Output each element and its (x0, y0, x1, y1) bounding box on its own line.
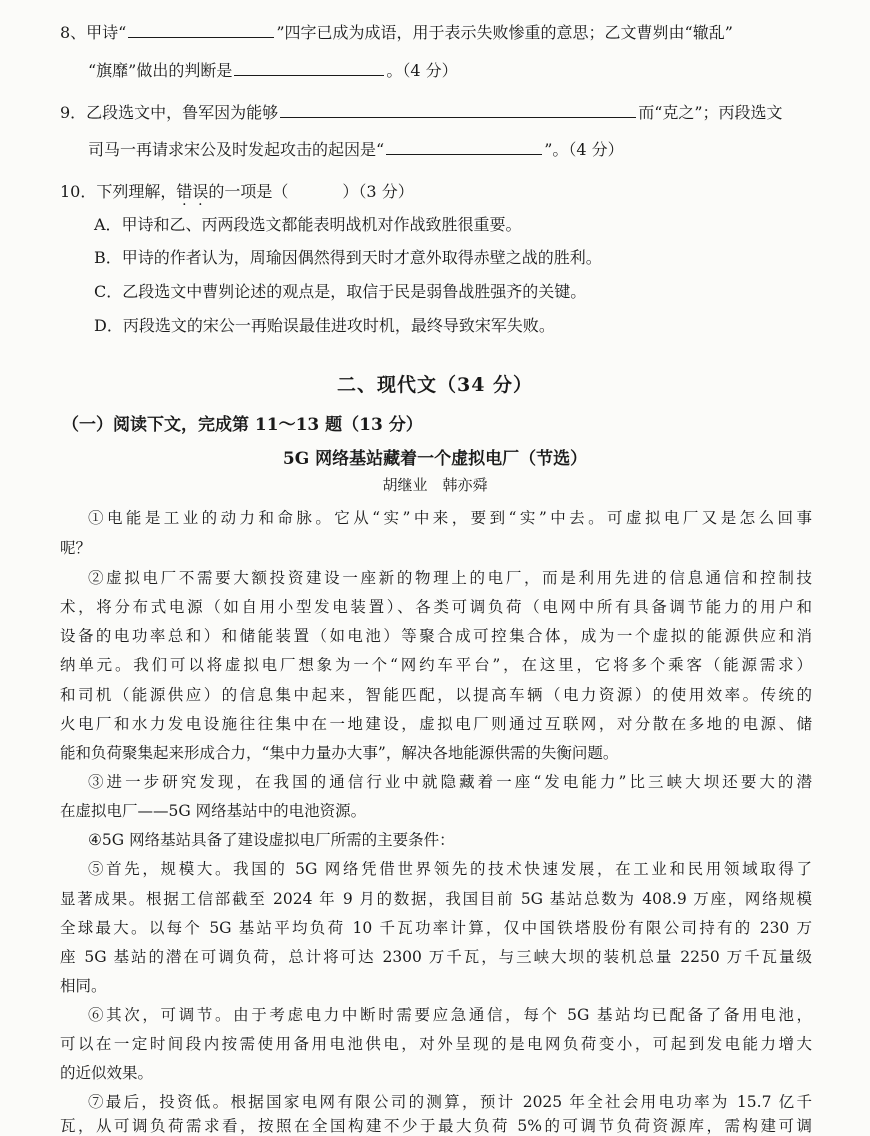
section-subtitle: （一）阅读下文，完成第 11～13 题（13 分） (62, 415, 423, 435)
body-line: ⑦最后，投资低。根据国家电网有限公司的测算，预计 2025 年全社会用电功率为 15.7 亿千 (88, 1093, 812, 1111)
article-authors: 胡继业 韩亦舜 (382, 476, 488, 494)
answer-blank-q8-b[interactable] (234, 60, 384, 76)
option-c: C．乙段选文中曹刿论述的观点是，取信于民是弱鲁战胜强齐的关键。 (94, 282, 587, 301)
question-9-line-2: 司马一再请求宋公及时发起攻击的起因是“ ”。（4 分） (88, 140, 624, 159)
section-title: 二、现代文（34 分） (336, 374, 534, 396)
question-8-line-2: “旗靡”做出的判断是 。（4 分） (88, 61, 458, 80)
body-line: 和司机（能源供应）的信息集中起来，智能匹配，以提高车辆（电力资源）的使用效率。传统的 (60, 686, 812, 704)
body-line: ⑤首先，规模大。我国的 5G 网络凭借世界领先的技术快速发展，在工业和民用领域取得了 (88, 860, 812, 878)
body-line: ①电能是工业的动力和命脉。它从“实”中来，要到“实”中去。可虚拟电厂又是怎么回事 (88, 509, 812, 527)
body-line: 座 5G 基站的潜在可调负荷，总计将可达 2300 万千瓦，与三峡大坝的装机总量 2250 万千瓦量级 (60, 948, 812, 966)
answer-blank-q9-b[interactable] (386, 139, 542, 155)
body-line: 瓦，从可调负荷需求看，按照在全国构建不少于最大负荷 5%的可调节负荷资源库，需构建可调 (60, 1117, 812, 1135)
body-line: 相同。 (60, 977, 107, 995)
body-line: 纳单元。我们可以将虚拟电厂想象为一个“网约车平台”，在这里，它将多个乘客（能源需求） (60, 656, 812, 674)
answer-blank-q9-a[interactable] (280, 102, 636, 118)
body-line: 设备的电功率总和）和储能装置（如电池）等聚合成可控集合体，成为一个虚拟的能源供应和消 (60, 627, 812, 645)
body-line: 在虚拟电厂——5G 网络基站中的电池资源。 (60, 802, 367, 820)
emphasis-char: 误 (192, 182, 209, 201)
question-8-line-1: 8、甲诗“ ”四字已成为成语，用于表示失败惨重的意思；乙文曹刿由“辙乱” (60, 23, 733, 42)
body-line: 可以在一定时间段内按需使用备用电池供电，对外呈现的是电网负荷变小，可起到发电能力增大 (60, 1035, 812, 1053)
option-b: B．甲诗的作者认为，周瑜因偶然得到天时才意外取得赤壁之战的胜利。 (94, 248, 602, 267)
answer-blank-q8-a[interactable] (128, 22, 274, 38)
emphasis-char: 错 (176, 182, 193, 201)
body-line: 火电厂和水力发电设施往往集中在一地建设，虚拟电厂则通过互联网，对分散在多地的电源、储 (60, 715, 812, 733)
option-a: A．甲诗和乙、丙两段选文都能表明战机对作战致胜很重要。 (94, 215, 522, 234)
body-line: 能和负荷聚集起来形成合力，“集中力量办大事”，解决各地能源供需的失衡问题。 (60, 744, 619, 762)
body-line: 全球最大。以每个 5G 基站平均负荷 10 千瓦功率计算，仅中国铁塔股份有限公司持有的 230 万 (60, 919, 812, 937)
body-line: 术，将分布式电源（如自用小型发电装置）、各类可调负荷（电网中所有具备调节能力的用户和 (60, 598, 812, 616)
question-9-line-1: 9．乙段选文中，鲁军因为能够 而“克之”；丙段选文 (60, 103, 783, 122)
article-title: 5G 网络基站藏着一个虚拟电厂（节选） (282, 449, 588, 469)
question-10-stem: 10．下列理解，错误的一项是（ ）（3 分） (60, 182, 414, 201)
body-line: 显著成果。根据工信部截至 2024 年 9 月的数据，我国目前 5G 基站总数为 408.9 万座，网络规模 (60, 890, 812, 908)
body-line: 呢？ (60, 539, 92, 557)
body-line: ②虚拟电厂不需要大额投资建设一座新的物理上的电厂，而是利用先进的信息通信和控制技 (88, 569, 812, 587)
body-line: ④5G 网络基站具备了建设虚拟电厂所需的主要条件： (88, 831, 455, 849)
body-line: 的近似效果。 (60, 1064, 154, 1082)
body-line: ③进一步研究发现，在我国的通信行业中就隐藏着一座“发电能力”比三峡大坝还要大的潜 (88, 773, 812, 791)
option-d: D．丙段选文的宋公一再贻误最佳进攻时机，最终导致宋军失败。 (94, 316, 555, 335)
body-line: ⑥其次，可调节。由于考虑电力中断时需要应急通信，每个 5G 基站均已配备了备用电池， (88, 1006, 812, 1024)
